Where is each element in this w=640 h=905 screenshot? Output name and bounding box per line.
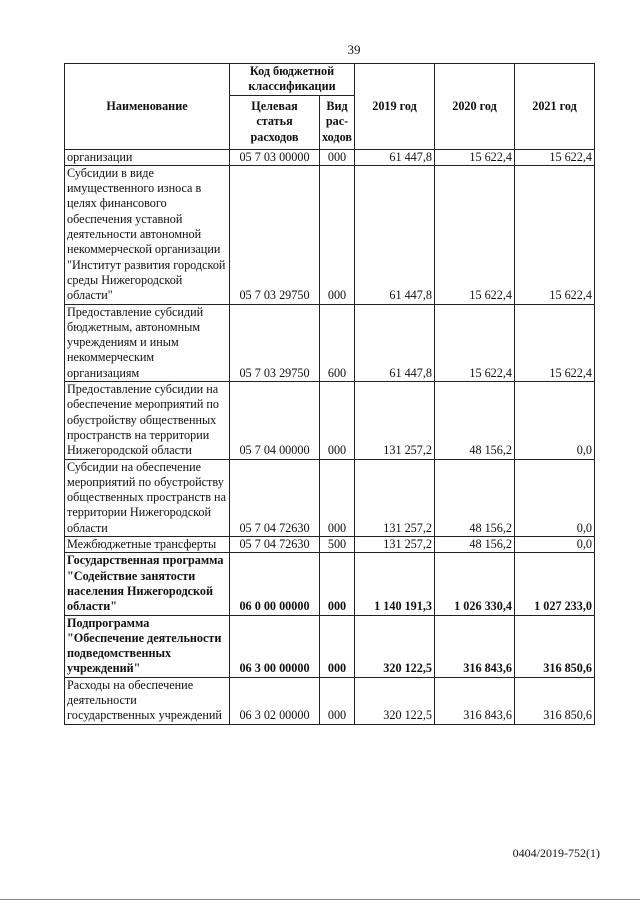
- row-value-2021: 1 027 233,0: [515, 553, 595, 615]
- row-name: организации: [65, 149, 230, 165]
- table-row: [65, 304, 595, 381]
- table-row: [65, 149, 595, 165]
- row-value-2019: 320 122,5: [355, 677, 435, 724]
- row-target-code: 05 7 04 00000: [230, 382, 320, 459]
- table-body: [65, 149, 595, 724]
- row-name: Предоставление субсидии на обеспечение мероприятий по обустройству общественных пространств на территории Нижегородской области: [65, 382, 230, 459]
- row-target-code: 05 7 03 00000: [230, 149, 320, 165]
- row-value-2020: 15 622,4: [435, 304, 515, 381]
- row-value-2021: 316 850,6: [515, 677, 595, 724]
- row-value-2021: 15 622,4: [515, 149, 595, 165]
- row-name: Субсидии в виде имущественного износа в целях финансового обеспечения уставной деятельности автономной некоммерческой организации "Институт развития городской среды Нижегородской области": [65, 165, 230, 304]
- row-value-2020: 15 622,4: [435, 149, 515, 165]
- row-expense-type: 000: [320, 553, 355, 615]
- row-value-2021: 15 622,4: [515, 165, 595, 304]
- row-value-2019: 1 140 191,3: [355, 553, 435, 615]
- row-value-2019: 131 257,2: [355, 459, 435, 536]
- row-value-2021: 316 850,6: [515, 615, 595, 677]
- table-row: [65, 553, 595, 615]
- header-2021: 2021 год: [515, 64, 595, 150]
- header-target-article: Целевая статья расходов: [230, 95, 320, 149]
- row-expense-type: 000: [320, 615, 355, 677]
- row-value-2020: 316 843,6: [435, 677, 515, 724]
- table-row: [65, 677, 595, 724]
- document-code: 0404/2019-752(1): [512, 846, 600, 860]
- row-target-code: 05 7 03 29750: [230, 165, 320, 304]
- row-target-code: 06 0 00 00000: [230, 553, 320, 615]
- row-target-code: 05 7 04 72630: [230, 459, 320, 536]
- table-row: [65, 537, 595, 553]
- row-value-2021: 15 622,4: [515, 304, 595, 381]
- bottom-rule: [0, 899, 640, 900]
- row-expense-type: 000: [320, 382, 355, 459]
- header-2020: 2020 год: [435, 64, 515, 150]
- row-name: Государственная программа "Содействие занятости населения Нижегородской области": [65, 553, 230, 615]
- budget-table: [64, 63, 595, 725]
- row-name: Расходы на обеспечение деятельности государственных учреждений: [65, 677, 230, 724]
- row-target-code: 05 7 03 29750: [230, 304, 320, 381]
- table-row: [65, 459, 595, 536]
- row-expense-type: 000: [320, 677, 355, 724]
- row-value-2019: 131 257,2: [355, 382, 435, 459]
- row-name: Предоставление субсидий бюджетным, автономным учреждениям и иным некоммерческим организациям: [65, 304, 230, 381]
- row-value-2020: 48 156,2: [435, 537, 515, 553]
- row-value-2019: 320 122,5: [355, 615, 435, 677]
- row-value-2021: 0,0: [515, 382, 595, 459]
- row-value-2021: 0,0: [515, 459, 595, 536]
- row-expense-type: 000: [320, 149, 355, 165]
- row-value-2020: 48 156,2: [435, 459, 515, 536]
- row-name: Субсидии на обеспечение мероприятий по обустройству общественных пространств на территории Нижегородской области: [65, 459, 230, 536]
- row-expense-type: 000: [320, 165, 355, 304]
- row-value-2019: 131 257,2: [355, 537, 435, 553]
- row-target-code: 06 3 02 00000: [230, 677, 320, 724]
- row-target-code: 05 7 04 72630: [230, 537, 320, 553]
- row-target-code: 06 3 00 00000: [230, 615, 320, 677]
- header-2019: 2019 год: [355, 64, 435, 150]
- table-row: [65, 165, 595, 304]
- page-number: 39: [347, 42, 361, 57]
- header-budget-code: Код бюджетной классификации: [230, 64, 355, 96]
- row-value-2020: 316 843,6: [435, 615, 515, 677]
- row-name: Подпрограмма "Обеспечение деятельности подведомственных учреждений": [65, 615, 230, 677]
- row-expense-type: 000: [320, 459, 355, 536]
- header-name: Наименование: [65, 64, 230, 150]
- header-expense-type: Вид рас-ходов: [320, 95, 355, 149]
- row-value-2019: 61 447,8: [355, 304, 435, 381]
- row-value-2019: 61 447,8: [355, 165, 435, 304]
- row-value-2020: 1 026 330,4: [435, 553, 515, 615]
- row-expense-type: 600: [320, 304, 355, 381]
- row-value-2019: 61 447,8: [355, 149, 435, 165]
- row-value-2020: 15 622,4: [435, 165, 515, 304]
- table-row: [65, 615, 595, 677]
- table-row: [65, 382, 595, 459]
- row-expense-type: 500: [320, 537, 355, 553]
- row-value-2021: 0,0: [515, 537, 595, 553]
- row-name: Межбюджетные трансферты: [65, 537, 230, 553]
- row-value-2020: 48 156,2: [435, 382, 515, 459]
